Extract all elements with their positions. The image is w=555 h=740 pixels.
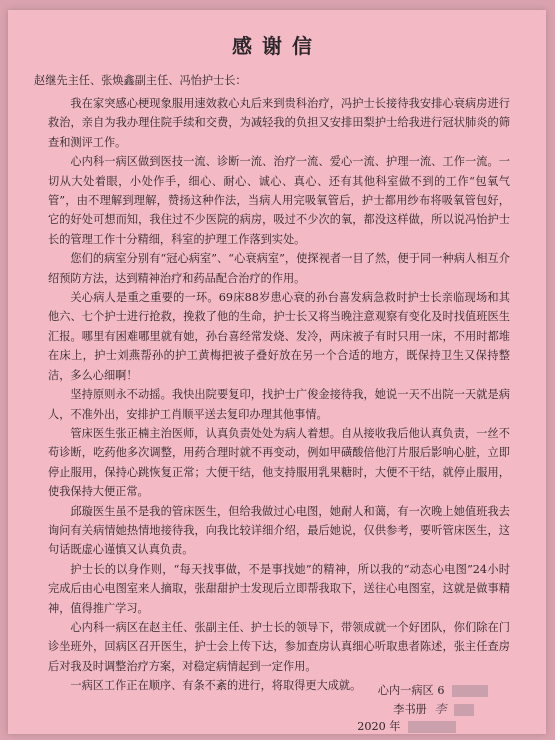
- signoff-writer-name: 李书册: [393, 703, 427, 716]
- signoff-date: [357, 718, 456, 734]
- signoff-date-text: 2020 年: [357, 720, 401, 733]
- signoff-unit: [378, 682, 488, 698]
- paragraph: 关心病人是重之重要的一环。69床88岁患心衰的孙台喜发病急救时护士长亲临现场和其他六、七个护士进行抢救，挽救了他的生命，护士长又将当晚注意观察有变化及时找值班医生汇报。哪里有困难哪里就有她，孙台喜经常发烧、发冷，两床被子有时只用一床，不用时都堆在床上，护士刘燕帮孙的护工黄梅把被子叠好放在另一个合适的地方，既保持卫生又保持整洁，多么心细啊！: [48, 291, 510, 382]
- paragraph: 我在家突感心梗现象服用速效救心丸后来到贵科治疗，冯护士长接待我安排心衰病房进行救治，亲自为我办理住院手续和交费，为减轻我的负担又安排田梨护士给我进行冠状肺炎的筛查和测评工作。: [48, 97, 510, 149]
- handwritten-signature: 李: [434, 702, 447, 716]
- letter-sheet: [8, 10, 546, 734]
- redaction-block: [452, 685, 488, 697]
- letter-body: [8, 94, 546, 696]
- paragraph: 心内科一病区在赵主任、张副主任、护士长的领导下，带领成就一个好团队，你们除在门诊坐班外，回病区召开医生，护士会上传下达，参加查房认真细心听取患者陈述，张主任查房后对我及时调整治疗方案，对稳定病情起到一定作用。: [48, 620, 510, 673]
- redaction-block: [408, 721, 456, 733]
- paragraph: 管床医生张正楠主治医师，认真负责处处为病人着想。自从接收我后他认真负责，一丝不苟诊断，吃药他多次调整，用药合理时就不再变动，例如甲磺酸倍他汀片服后影响心脏，立即停止服用，保持心跳恢复正常；大便干结，他支持服用乳果糖时，大便不干结，就停止服用，使我保持大便正常。: [48, 426, 510, 499]
- paragraph: 您们的病室分别有“冠心病室”、“心衰病室”，使探视者一目了然，便于同一种病人相互介绍预防方法，达到精神治疗和药品配合治疗的作用。: [48, 252, 510, 285]
- signoff-writer: [393, 700, 474, 717]
- paragraph: 一病区工作正在顺序、有条不紊的进行，将取得更大成就。: [70, 679, 362, 693]
- signoff-unit-text: 心内一病区: [377, 684, 434, 697]
- letter-title: 感谢信: [232, 34, 322, 58]
- signoff-unit-char: 6: [437, 684, 445, 697]
- salutation: 赵继先主任、张焕鑫副主任、冯怡护士长：: [34, 74, 247, 87]
- paragraph: 心内科一病区做到医技一流、诊断一流、治疗一流、爱心一流、护理一流、工作一流。一切从大处着眼，小处作手，细心、耐心、诚心、真心、还有其他科室做不到的工作“包氧气管”，由不理解到理解，赞扬这种作法，当病人用完吸氧管后，护士都用纱布将吸氧管包好，它的好处可想而知，我住过不少医院的病房，吸过不少次的氧，都没这样做，所以说冯怡护士长的管理工作十分精细，科室的护理工作落到实处。: [48, 155, 510, 246]
- paragraph: 坚持原则永不动摇。我快出院要复印，找护士广俊金接待我，她说一天不出院一天就是病人，不准外出，安排护工肖顺平送去复印办理其他事情。: [48, 388, 510, 421]
- redaction-block: [454, 704, 474, 716]
- paragraph: 邱璇医生虽不是我的管床医生，但给我做过心电图，她耐人和蔼，有一次晚上她值班我去询问有关病情她热情地接待我，向我比较详细介绍，最后她说，仅供参考，要听管床医生，这句话既虚心谨慎又认真负责。: [48, 504, 510, 557]
- paragraph: 护士长的以身作则，“每天找事做，不是事找她”的精神，所以我的“动态心电图”24小时完成后由心电图室来人摘取，张甜甜护士发现后立即帮我取下，送往心电图室，这就是做事精神，值得推广学习。: [48, 562, 510, 615]
